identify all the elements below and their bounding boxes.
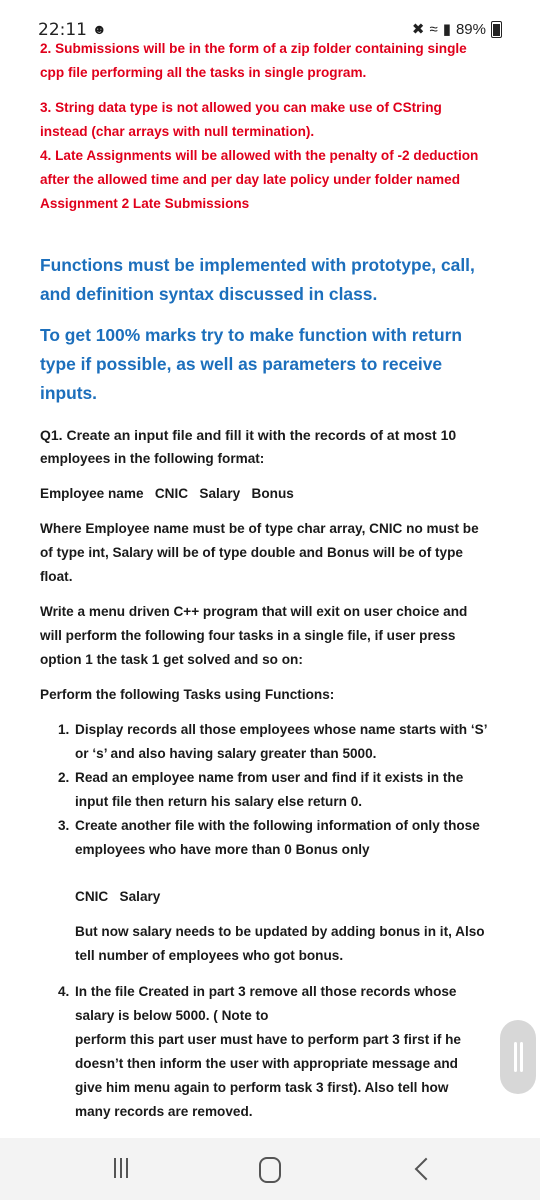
task-1-line-2: or ‘s’ and also having salary greater than 5000. [75,746,377,761]
tasks-heading: Perform the following Tasks using Functions: [40,687,335,702]
status-time: 22:11 [38,20,87,40]
task-4-line-2: salary is below 5000. ( Note to [75,1008,269,1023]
status-icons [412,20,502,38]
task-2-line-2: input file then return his salary else return 0. [75,794,363,809]
task-4-number: 4. [58,984,70,999]
mute-icon: ✖ [411,21,425,38]
types-line-1: Where Employee name must be of type char array, CNIC no must be [40,521,479,536]
task-1-line-1: Display records all those employees whose name starts with ‘S’ [75,722,488,737]
cnic-salary-format: CNIC Salary [75,889,161,904]
functions-note-line-2: and definition syntax discussed in class. [40,284,378,304]
task-4-line-3: perform this part user must have to perform part 3 first if he [75,1032,461,1047]
task-4-line-5: give him menu again to perform task 3 first). Also tell how [75,1080,449,1095]
marks-note-line-3: inputs. [40,383,97,403]
task-3-line-1: Create another file with the following information of only those [75,818,480,833]
task-3-line-2: employees who have more than 0 Bonus only [75,842,370,857]
q1-line-2: employees in the following format: [40,451,265,466]
bonus-line-2: tell number of employees who got bonus. [75,948,344,963]
task-2-line-1: Read an employee name from user and find if it exists in the [75,770,464,785]
task-1-number: 1. [58,722,70,737]
navigation-bar [0,1138,540,1200]
rule-2-line-2: cpp file performing all the tasks in single program. [40,65,367,80]
back-button[interactable] [415,1158,438,1181]
q1-line-1: Q1. Create an input file and fill it with the records of at most 10 [40,427,457,443]
rule-4-line-2: after the allowed time and per day late policy under folder named [40,172,460,187]
menu-line-3: option 1 the task 1 get solved and so on: [40,652,303,667]
task-4-line-1: In the file Created in part 3 remove all those records whose [75,984,457,999]
menu-line-2: will perform the following four tasks in a single file, if user press [40,628,456,643]
menu-line-1: Write a menu driven C++ program that will exit on user choice and [40,604,468,619]
task-4-line-6: many records are removed. [75,1104,253,1119]
record-format: Employee name CNIC Salary Bonus [40,486,294,501]
person-icon: ☻ [92,21,107,37]
home-button[interactable] [259,1157,281,1183]
rule-2-line-1: 2. Submissions will be in the form of a zip folder containing single [40,41,467,56]
signal-icon: ▮ [442,21,451,38]
marks-note-line-1: To get 100% marks try to make function with return [40,325,462,345]
task-3-number: 3. [58,818,70,833]
battery-percent: 89% [455,20,486,38]
marks-note-line-2: type if possible, as well as parameters to receive [40,354,443,374]
types-line-3: float. [40,569,73,584]
recents-button[interactable] [112,1158,130,1178]
task-2-number: 2. [58,770,70,785]
rule-4-line-1: 4. Late Assignments will be allowed with the penalty of -2 deduction [40,148,479,163]
types-line-2: of type int, Salary will be of type double and Bonus will be of type [40,545,463,560]
rule-3-line-2: instead (char arrays with null termination). [40,124,315,139]
edge-panel-handle[interactable] [500,1020,536,1094]
rule-3-line-1: 3. String data type is not allowed you can make use of CString [40,100,442,115]
status-bar [0,0,540,40]
battery-icon [491,21,502,38]
task-4-line-4: doesn’t then inform the user with appropriate message and [75,1056,458,1071]
functions-note-line-1: Functions must be implemented with prototype, call, [40,255,475,275]
wifi-icon: ≈ [429,20,438,38]
bonus-line-1: But now salary needs to be updated by adding bonus in it, Also [75,924,485,939]
rule-4-line-3: Assignment 2 Late Submissions [40,196,250,211]
